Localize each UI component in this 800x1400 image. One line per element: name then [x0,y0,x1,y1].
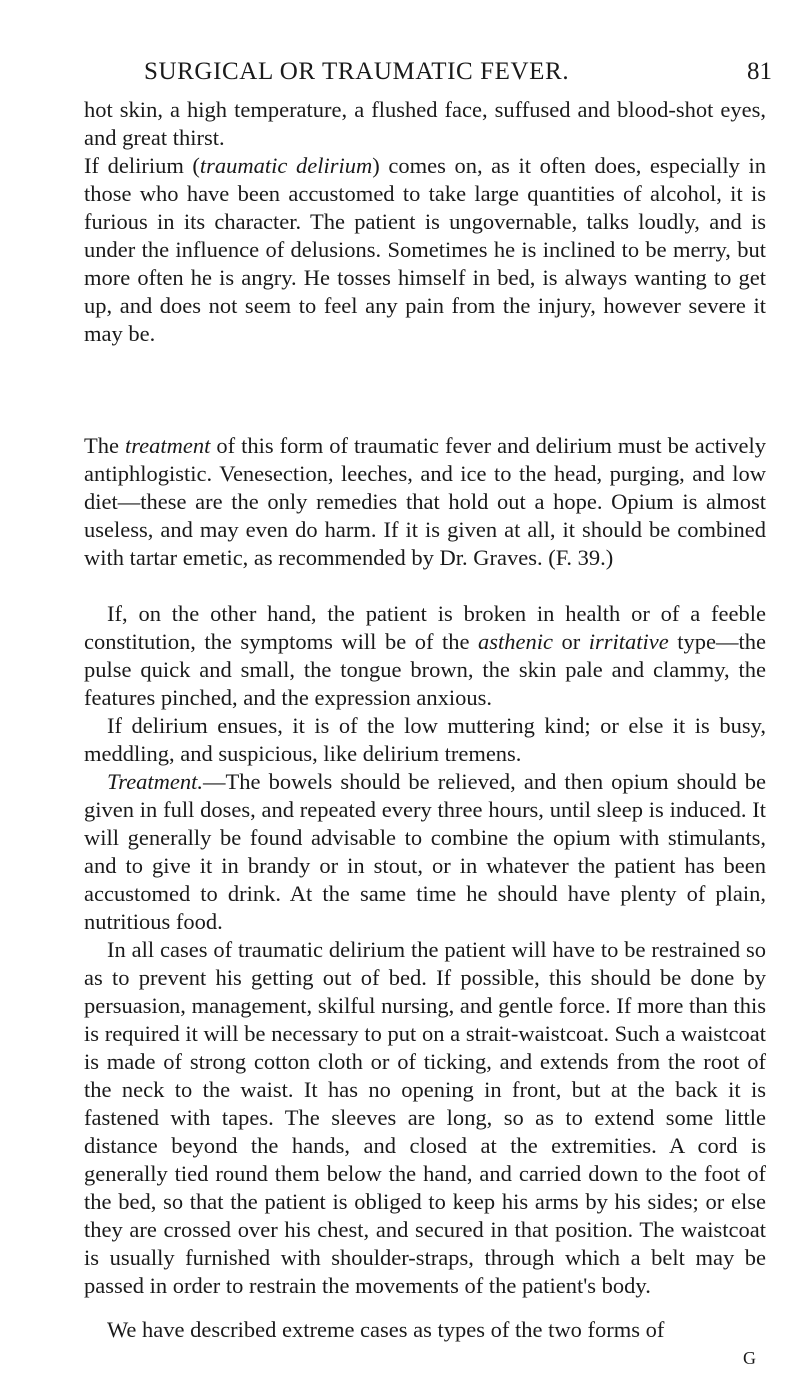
text-run: hot skin, a high temperature, a flushed face, suffused and blood-shot eyes, and great thirst. [84,97,766,150]
italic-run: traumatic delirium [199,153,373,178]
text-run: If delirium ( [84,153,200,178]
text-run: or [552,629,589,654]
text-run: type—the pulse quick and small, the tongue brown, the skin pale and clammy, the features pinched, and the expression anxious. [84,629,766,710]
running-head [0,58,800,98]
text-run: If, on the other hand, the patient is broken in health or of a feeble constitution, the symptoms will be of the [84,601,766,654]
italic-run: asthenic [477,629,553,654]
paragraph [84,1316,766,1344]
paragraph [84,768,766,936]
italic-run: treatment [124,433,211,458]
text-run: ) comes on, as it often does, especially in those who have been accustomed to take large quantities of alcohol, it is furious in its character. The patient is ungovernable, talks loudly, and is under the influence of delusions. Sometimes he is inclined to be merry, but more often he is angry. He tosses himself in bed, is always wanting to get up, and does not seem to feel any pain from the injury, however severe it may be. [84,153,766,346]
italic-run: Treatment. [107,769,204,794]
paragraph [84,152,766,348]
italic-run: irritative [588,629,669,654]
signature-mark: G [743,1348,756,1368]
paragraph [84,712,766,768]
text-run: of this form of traumatic fever and delirium must be actively antiphlogistic. Venesection, leeches, and ice to the head, purging, and low diet—these are the only remedies that hold out a hope. Opium is almost useless, and may even do harm. If it is given at all, it should be combined with tartar emetic, as recommended by Dr. Graves. (F. 39.) [84,433,766,570]
paragraph [84,96,766,152]
text-run: If delirium ensues, it is of the low muttering kind; or else it is busy, meddling, and suspicious, like delirium tremens. [84,713,766,766]
page-number: 81 [747,58,772,85]
text-run: The [84,433,125,458]
text-run: —The bowels should be relieved, and then opium should be given in full doses, and repeated every three hours, until sleep is induced. It will generally be found advisable to combine the opium with stimulants, and to give it in brandy or in stout, or in whatever the patient has been accustomed to drink. At the same time he should have plenty of plain, nutritious food. [84,769,766,934]
running-title: SURGICAL OR TRAUMATIC FEVER. [144,58,570,85]
paragraph [84,936,766,1300]
paragraph [84,600,766,712]
text-run: We have described extreme cases as types of the two forms of [107,1317,665,1342]
paragraph [84,432,766,572]
text-run: In all cases of traumatic delirium the patient will have to be restrained so as to prevent his getting out of bed. If possible, this should be done by persuasion, management, skilful nursing, and gentle force. If more than this is required it will be necessary to put on a strait-waistcoat. Such a waistcoat is made of strong cotton cloth or of ticking, and extends from the root of the neck to the waist. It has no opening in front, but at the back it is fastened with tapes. The sleeves are long, so as to extend some little distance beyond the hands, and closed at the extremities. A cord is generally tied round them below the hand, and carried down to the foot of the bed, so that the patient is obliged to keep his arms by his sides; or else they are crossed over his chest, and secured in that position. The waistcoat is usually furnished with shoulder-straps, through which a belt may be passed in order to restrain the movements of the patient's body. [84,937,766,1298]
